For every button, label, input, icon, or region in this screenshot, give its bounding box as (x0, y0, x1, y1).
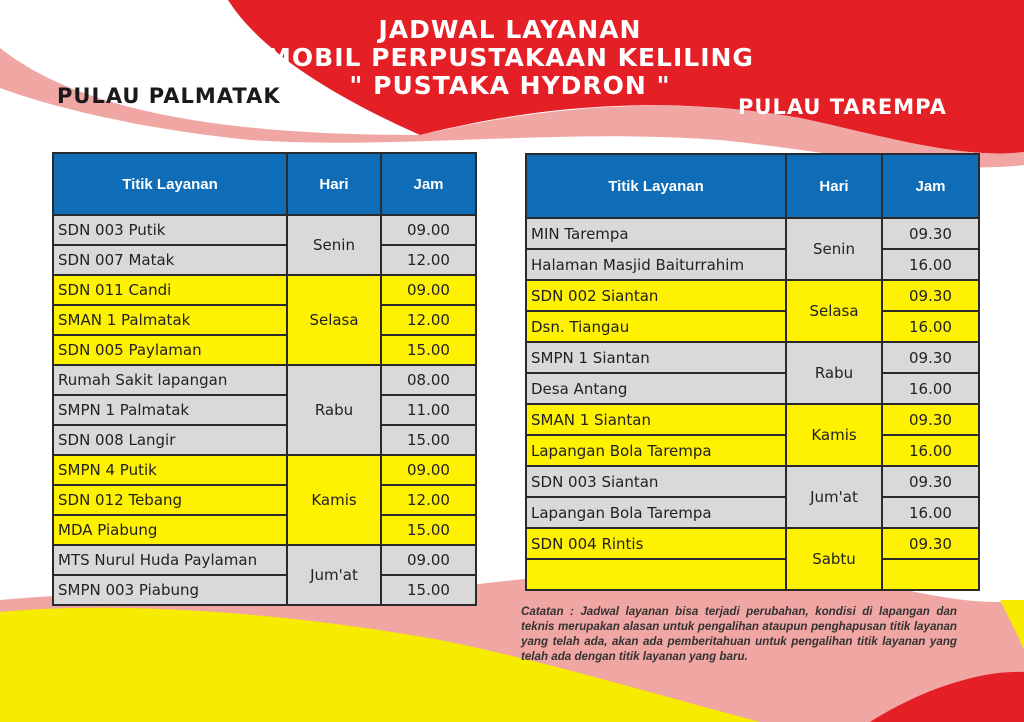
schedule-note: Catatan : Jadwal layanan bisa terjadi perubahan, kondisi di lapangan dan teknis merupakan alasan untuk pengalihan ataupun penghapusan titik layanan yang telah ada, akan ada pemberitahuan untuk pengalihan titik layanan yang telah ada dengan titik layanan yang baru. (521, 605, 957, 663)
day-cell: Jum'at (287, 545, 381, 605)
time-cell: 12.00 (381, 485, 476, 515)
time-cell: 09.30 (882, 342, 979, 373)
location-cell: SDN 005 Paylaman (53, 335, 287, 365)
location-cell: Rumah Sakit lapangan (53, 365, 287, 395)
day-cell: Selasa (786, 280, 882, 342)
location-cell: MDA Piabung (53, 515, 287, 545)
header-time: Jam (381, 153, 476, 215)
header-day: Hari (287, 153, 381, 215)
day-cell: Selasa (287, 275, 381, 365)
time-cell: 12.00 (381, 245, 476, 275)
location-cell: MIN Tarempa (526, 218, 786, 249)
day-cell: Rabu (287, 365, 381, 455)
location-cell: SMPN 003 Piabung (53, 575, 287, 605)
header-time: Jam (882, 154, 979, 218)
location-cell: Lapangan Bola Tarempa (526, 435, 786, 466)
location-cell: SDN 003 Siantan (526, 466, 786, 497)
header-day: Hari (786, 154, 882, 218)
location-cell: SDN 012 Tebang (53, 485, 287, 515)
location-cell: SMPN 1 Siantan (526, 342, 786, 373)
day-cell: Senin (786, 218, 882, 280)
location-cell: SDN 011 Candi (53, 275, 287, 305)
location-cell: Dsn. Tiangau (526, 311, 786, 342)
time-cell: 09.30 (882, 404, 979, 435)
day-cell: Sabtu (786, 528, 882, 590)
location-cell: Lapangan Bola Tarempa (526, 497, 786, 528)
time-cell: 15.00 (381, 335, 476, 365)
day-cell: Kamis (786, 404, 882, 466)
header-location: Titik Layanan (526, 154, 786, 218)
time-cell: 15.00 (381, 515, 476, 545)
title-line-1: JADWAL LAYANAN (378, 15, 642, 44)
time-cell: 11.00 (381, 395, 476, 425)
time-cell: 09.30 (882, 466, 979, 497)
location-cell: SDN 007 Matak (53, 245, 287, 275)
location-cell: Desa Antang (526, 373, 786, 404)
time-cell: 12.00 (381, 305, 476, 335)
time-cell: 16.00 (882, 497, 979, 528)
time-cell: 08.00 (381, 365, 476, 395)
location-cell: SMPN 1 Palmatak (53, 395, 287, 425)
location-cell: Halaman Masjid Baiturrahim (526, 249, 786, 280)
time-cell: 16.00 (882, 311, 979, 342)
time-cell: 09.30 (882, 280, 979, 311)
time-cell: 16.00 (882, 373, 979, 404)
day-cell: Kamis (287, 455, 381, 545)
time-cell: 09.00 (381, 215, 476, 245)
location-cell: SMAN 1 Siantan (526, 404, 786, 435)
location-cell: SDN 004 Rintis (526, 528, 786, 559)
location-cell: SDN 002 Siantan (526, 280, 786, 311)
time-cell: 09.30 (882, 528, 979, 559)
title-line-3: " PUSTAKA HYDRON " (349, 71, 671, 100)
location-cell (526, 559, 786, 590)
island-tarempa-label: PULAU TAREMPA (738, 95, 947, 119)
time-cell: 16.00 (882, 249, 979, 280)
time-cell: 15.00 (381, 425, 476, 455)
time-cell: 09.00 (381, 545, 476, 575)
location-cell: SMAN 1 Palmatak (53, 305, 287, 335)
location-cell: SDN 008 Langir (53, 425, 287, 455)
location-cell: SDN 003 Putik (53, 215, 287, 245)
time-cell: 09.30 (882, 218, 979, 249)
tarempa-schedule-table (525, 153, 980, 591)
palmatak-schedule-table (52, 152, 477, 606)
time-cell: 15.00 (381, 575, 476, 605)
day-cell: Rabu (786, 342, 882, 404)
time-cell: 16.00 (882, 435, 979, 466)
day-cell: Jum'at (786, 466, 882, 528)
time-cell: 09.00 (381, 275, 476, 305)
location-cell: MTS Nurul Huda Paylaman (53, 545, 287, 575)
island-palmatak-label: PULAU PALMATAK (57, 84, 281, 108)
header-location: Titik Layanan (53, 153, 287, 215)
title-line-2: MOBIL PERPUSTAKAAN KELILING (266, 43, 754, 72)
time-cell (882, 559, 979, 590)
location-cell: SMPN 4 Putik (53, 455, 287, 485)
day-cell: Senin (287, 215, 381, 275)
time-cell: 09.00 (381, 455, 476, 485)
